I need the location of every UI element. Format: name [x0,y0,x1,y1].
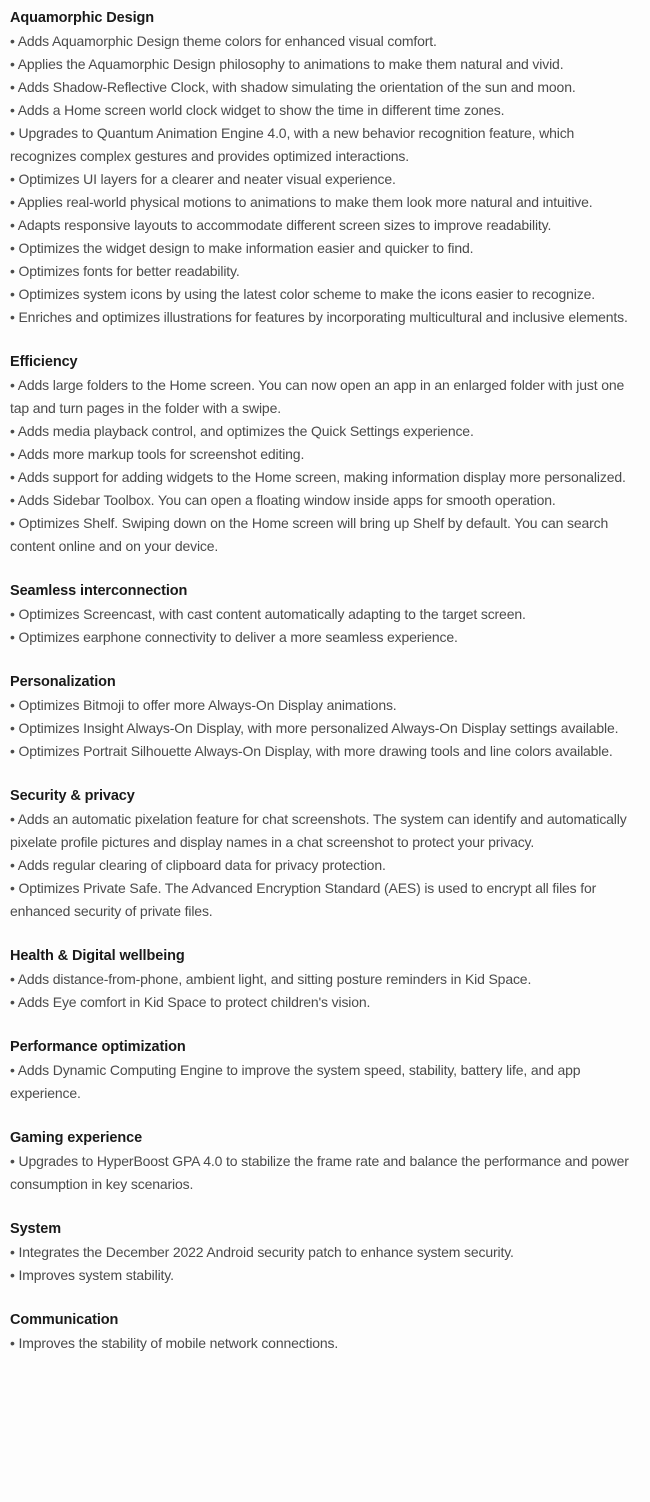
feature-item: • Upgrades to Quantum Animation Engine 4.0, with a new behavior recognition feature, which recognizes complex gestures and provides optimized interactions. [10,125,575,164]
feature-item: • Adds a Home screen world clock widget to show the time in different time zones. [10,102,505,118]
feature-item: • Improves system stability. [10,1267,174,1283]
section-title: Personalization [10,674,116,690]
section-items [10,374,641,558]
feature-item: • Adds Aquamorphic Design theme colors for enhanced visual comfort. [10,33,437,49]
section-items [10,30,641,329]
feature-item: • Adds more markup tools for screenshot editing. [10,446,305,462]
changelog-section [10,1036,641,1105]
changelog-section [10,1218,641,1287]
feature-item: • Adds an automatic pixelation feature for chat screenshots. The system can identify and automatically pixelate profile pictures and display names in a chat screenshot to protect your privacy. [10,811,627,850]
section-items [10,1332,641,1355]
section-items [10,603,641,649]
feature-item: • Optimizes Private Safe. The Advanced Encryption Standard (AES) is used to encrypt all files for enhanced security of private files. [10,880,597,919]
feature-item: • Enriches and optimizes illustrations for features by incorporating multicultural and inclusive elements. [10,309,628,325]
section-title: Health & Digital wellbeing [10,948,185,964]
section-title: System [10,1221,61,1237]
feature-item: • Adds media playback control, and optimizes the Quick Settings experience. [10,423,474,439]
changelog-section [10,580,641,649]
feature-item: • Upgrades to HyperBoost GPA 4.0 to stabilize the frame rate and balance the performance and power consumption in key scenarios. [10,1153,629,1192]
changelog-section [10,671,641,763]
section-items [10,694,641,763]
section-items [10,808,641,923]
section-title: Gaming experience [10,1130,143,1146]
feature-item: • Optimizes the widget design to make information easier and quicker to find. [10,240,474,256]
feature-item: • Adds support for adding widgets to the Home screen, making information display more personalized. [10,469,626,485]
changelog-section [10,7,641,329]
section-title: Performance optimization [10,1039,186,1055]
changelog-section [10,1127,641,1196]
feature-item: • Integrates the December 2022 Android security patch to enhance system security. [10,1244,514,1260]
feature-item: • Applies real-world physical motions to animations to make them look more natural and intuitive. [10,194,593,210]
feature-item: • Adds distance-from-phone, ambient light, and sitting posture reminders in Kid Space. [10,971,532,987]
section-items [10,968,641,1014]
feature-item: • Adds Eye comfort in Kid Space to protect children's vision. [10,994,371,1010]
section-items [10,1241,641,1287]
section-title: Aquamorphic Design [10,10,155,26]
changelog-section [10,1309,641,1355]
changelog-section [10,945,641,1014]
feature-item: • Optimizes system icons by using the latest color scheme to make the icons easier to recognize. [10,286,595,302]
feature-item: • Optimizes Insight Always-On Display, with more personalized Always-On Display settings available. [10,720,619,736]
feature-item: • Optimizes earphone connectivity to deliver a more seamless experience. [10,629,458,645]
feature-item: • Adds Dynamic Computing Engine to improve the system speed, stability, battery life, and app experience. [10,1062,581,1101]
section-title: Efficiency [10,354,78,370]
section-title: Communication [10,1312,119,1328]
section-items [10,1150,641,1196]
section-items [10,1059,641,1105]
feature-item: • Adds large folders to the Home screen. You can now open an app in an enlarged folder with just one tap and turn pages in the folder with a swipe. [10,377,625,416]
feature-item: • Optimizes Bitmoji to offer more Always-On Display animations. [10,697,397,713]
feature-item: • Applies the Aquamorphic Design philosophy to animations to make them natural and vivid. [10,56,564,72]
feature-item: • Optimizes Shelf. Swiping down on the Home screen will bring up Shelf by default. You can search content online and on your device. [10,515,609,554]
changelog-section [10,785,641,923]
feature-item: • Optimizes fonts for better readability. [10,263,240,279]
section-title: Seamless interconnection [10,583,188,599]
feature-item: • Optimizes Screencast, with cast content automatically adapting to the target screen. [10,606,526,622]
feature-item: • Optimizes Portrait Silhouette Always-On Display, with more drawing tools and line colors available. [10,743,613,759]
section-title: Security & privacy [10,788,135,804]
feature-item: • Adds regular clearing of clipboard data for privacy protection. [10,857,386,873]
feature-item: • Optimizes UI layers for a clearer and neater visual experience. [10,171,396,187]
feature-item: • Adds Sidebar Toolbox. You can open a floating window inside apps for smooth operation. [10,492,556,508]
feature-item: • Improves the stability of mobile network connections. [10,1335,339,1351]
feature-item: • Adds Shadow-Reflective Clock, with shadow simulating the orientation of the sun and moon. [10,79,576,95]
feature-item: • Adapts responsive layouts to accommodate different screen sizes to improve readability. [10,217,552,233]
changelog-section [10,351,641,558]
